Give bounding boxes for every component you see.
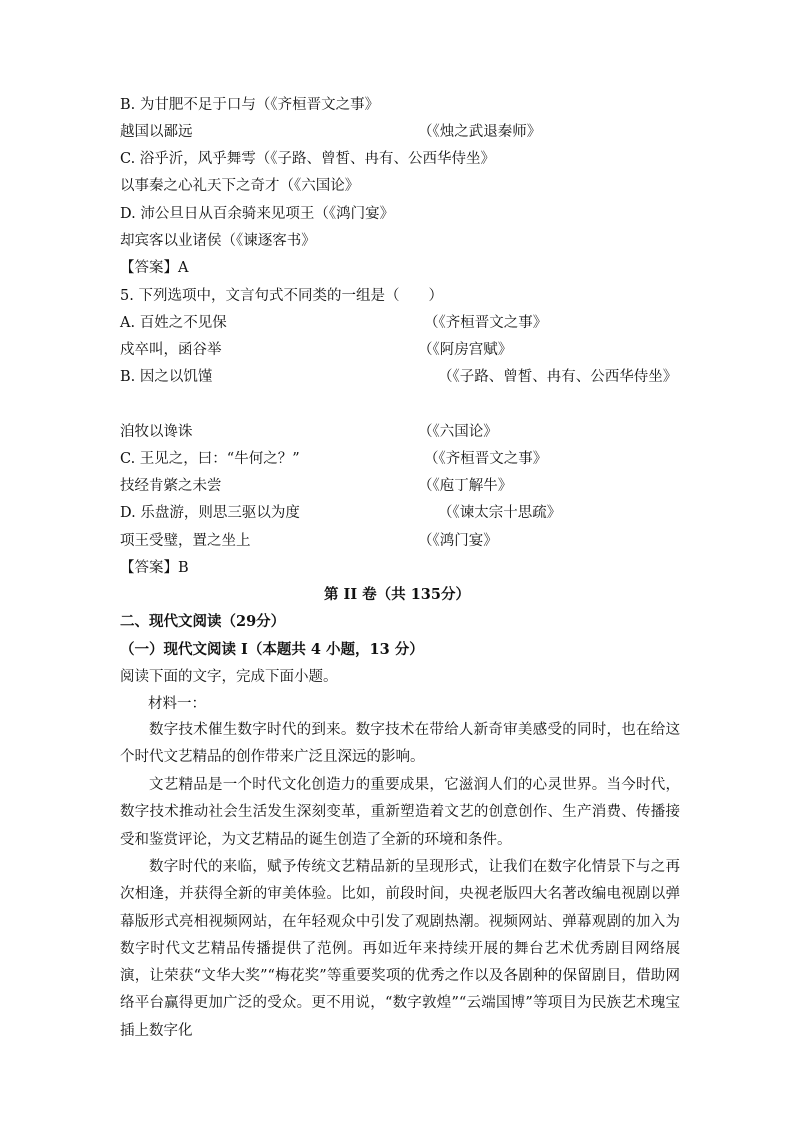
q5-option-d-line2-source: （《鸿门宴》 (418, 533, 498, 549)
q5-option-a-line2-text: 戍卒叫，函谷举 (120, 342, 222, 358)
q5-option-c-line1-source: （《齐桓晋文之事》 (424, 451, 548, 467)
q5-answer: 【答案】B (120, 560, 189, 576)
q5-option-d-line2-text: 项王受璧，置之坐上 (120, 533, 251, 549)
q5-option-b-line1-text: B. 因之以饥馑 (120, 369, 213, 385)
q5-option-d-line1-text: D. 乐盘游，则思三驱以为度 (120, 505, 300, 521)
body-paragraph-2: 文艺精品是一个时代文化创造力的重要成果，它滋润人们的心灵世界。当今时代，数字技术推动社会生活发生深刻变革，重新塑造着文艺的创意创作、生产消费、传播接受和鉴赏评论，为文艺精品的诞生创造了全新的环境和条件。 (120, 777, 680, 848)
q5-option-d-line1-source: （《谏太宗十思疏》 (438, 505, 562, 521)
q5-option-a-line2-source: （《阿房宫赋》 (418, 342, 513, 358)
q4-answer: 【答案】A (120, 260, 189, 276)
q4-option-b-line2-text: 越国以鄙远 (120, 124, 193, 140)
q4-option-c-line2: 以事秦之心礼天下之奇才（《六国论》 (120, 178, 360, 194)
body-paragraph-3: 数字时代的来临，赋予传统文艺精品新的呈现形式，让我们在数字化情景下与之再次相逢，并获得全新的审美体验。比如，前段时间，央视老版四大名著改编电视剧以弹幕版形式亮相视频网站，在年轻观众中引发了观剧热潮。视频网站、弹幕观剧的加入为数字时代文艺精品传播提供了范例。再如近年来持续开展的舞台艺术优秀剧目网络展演，让荣获“文华大奖”“梅花奖”等重要奖项的优秀之作以及各剧种的保留剧目，借助网络平台赢得更加广泛的受众。更不用说，“数字敦煌”“云端国博”等项目为民族艺术瑰宝插上数字化 (120, 859, 680, 1039)
q5-option-b-line1-source: （《子路、曾皙、冉有、公西华侍坐》 (438, 369, 678, 385)
q5-option-c-line1-text: C. 王见之，曰：“牛何之？” (120, 451, 300, 467)
q4-option-d-line2: 却宾客以业诸侯（《谏逐客书》 (120, 233, 316, 249)
section-title: 二、现代文阅读（29分） (120, 613, 286, 630)
q4-option-b-line2-source: （《烛之武退秦师》 (418, 124, 542, 140)
q5-stem: 5. 下列选项中，文言句式不同类的一组是（ ） (120, 288, 443, 304)
reading-instruction: 阅读下面的文字，完成下面小题。 (120, 669, 338, 685)
subsection-title: （一）现代文阅读 I（本题共 4 小题，13 分） (120, 641, 424, 658)
q5-option-a-line1-text: A. 百姓之不见保 (120, 315, 227, 331)
material-label: 材料一： (148, 696, 206, 712)
q5-option-b-line2-text: 洎牧以谗诛 (120, 424, 193, 440)
body-paragraph-1: 数字技术催生数字时代的到来。数字技术在带给人新奇审美感受的同时，也在给这个时代文艺精品的创作带来广泛且深远的影响。 (120, 722, 680, 766)
q4-option-c-line1: C. 浴乎沂，风乎舞雩（《子路、曾皙、冉有、公西华侍坐》 (120, 151, 496, 167)
q5-option-a-line1-source: （《齐桓晋文之事》 (424, 315, 548, 331)
volume-title: 第 II 卷（共 135分） (324, 586, 470, 603)
q4-option-d-line1: D. 沛公旦日从百余骑来见项王（《鸿门宴》 (120, 206, 395, 222)
q5-option-c-line2-source: （《庖丁解牛》 (418, 478, 513, 494)
q4-option-b-line1: B. 为甘肥不足于口与（《齐桓晋文之事》 (120, 97, 380, 113)
q5-option-c-line2-text: 技经肯綮之未尝 (120, 478, 222, 494)
q5-option-b-line2-source: （《六国论》 (418, 424, 498, 440)
